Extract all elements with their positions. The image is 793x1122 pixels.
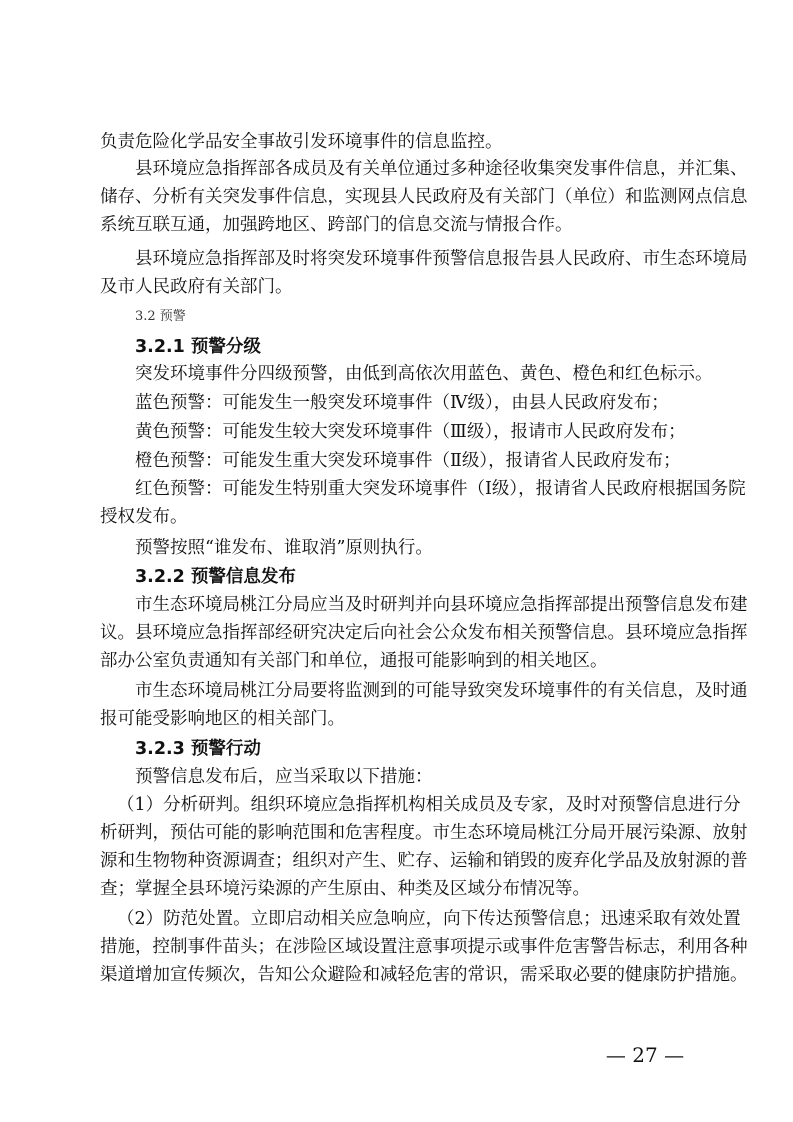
paragraph-line: 红色预警：可能发生特别重大突发环境事件（Ⅰ级），报请省人民政府根据国务院	[135, 479, 746, 499]
paragraph-line: （1）分析研判。组织环境应急指挥机构相关成员及专家，及时对预警信息进行分	[117, 795, 741, 815]
paragraph-line: 查；掌握全县环境污染源的产生原由、种类及区域分布情况等。	[100, 879, 590, 899]
section-heading: 3.2 预警	[135, 309, 186, 324]
page-number: — 27 —	[605, 1043, 685, 1067]
paragraph-line: 渠道增加宣传频次，告知公众避险和减轻危害的常识，需采取必要的健康防护措施。	[100, 965, 748, 985]
paragraph-line: 预警信息发布后，应当采取以下措施：	[135, 767, 433, 787]
paragraph-line: 报可能受影响地区的相关部门。	[100, 709, 345, 729]
paragraph-line: 蓝色预警：可能发生一般突发环境事件（Ⅳ级），由县人民政府发布；	[135, 393, 669, 413]
paragraph-line: 负责危险化学品安全事故引发环境事件的信息监控。	[100, 132, 503, 152]
paragraph-line: 措施，控制事件苗头；在涉险区域设置注意事项提示或事件危害警告标志，利用各种	[100, 937, 748, 957]
paragraph-line: 及市人民政府有关部门。	[100, 277, 293, 297]
paragraph-line: 县环境应急指挥部及时将突发环境事件预警信息报告县人民政府、市生态环境局	[135, 249, 748, 269]
paragraph-line: 授权发布。	[100, 507, 188, 527]
subsection-heading: 3.2.2 预警信息发布	[135, 567, 296, 587]
paragraph-line: 市生态环境局桃江分局要将监测到的可能导致突发环境事件的有关信息，及时通	[135, 681, 748, 701]
paragraph-line: 预警按照“谁发布、谁取消”原则执行。	[135, 538, 433, 558]
paragraph-line: 源和生物物种资源调查；组织对产生、贮存、运输和销毁的废弃化学品及放射源的普	[100, 851, 748, 871]
paragraph-line: 市生态环境局桃江分局应当及时研判并向县环境应急指挥部提出预警信息发布建	[135, 595, 748, 615]
paragraph-line: （2）防范处置。立即启动相关应急响应，向下传达预警信息；迅速采取有效处置	[117, 909, 741, 929]
paragraph-line: 突发环境事件分四级预警，由低到高依次用蓝色、黄色、橙色和红色标示。	[135, 364, 713, 384]
subsection-heading: 3.2.3 预警行动	[135, 739, 261, 759]
subsection-heading: 3.2.1 预警分级	[135, 337, 261, 357]
paragraph-line: 黄色预警：可能发生较大突发环境事件（Ⅲ级），报请市人民政府发布；	[135, 422, 686, 442]
paragraph-line: 系统互联互通，加强跨地区、跨部门的信息交流与情报合作。	[100, 215, 573, 235]
paragraph-line: 储存、分析有关突发事件信息，实现县人民政府及有关部门（单位）和监测网点信息	[100, 187, 748, 207]
paragraph-line: 橙色预警：可能发生重大突发环境事件（Ⅱ级），报请省人民政府发布；	[135, 451, 681, 471]
paragraph-line: 县环境应急指挥部各成员及有关单位通过多种途径收集突发事件信息，并汇集、	[135, 159, 748, 179]
paragraph-line: 部办公室负责通知有关部门和单位，通报可能影响到的相关地区。	[100, 651, 608, 671]
paragraph-line: 议。县环境应急指挥部经研究决定后向社会公众发布相关预警信息。县环境应急指挥	[100, 623, 748, 643]
paragraph-line: 析研判，预估可能的影响范围和危害程度。市生态环境局桃江分局开展污染源、放射	[100, 823, 748, 843]
